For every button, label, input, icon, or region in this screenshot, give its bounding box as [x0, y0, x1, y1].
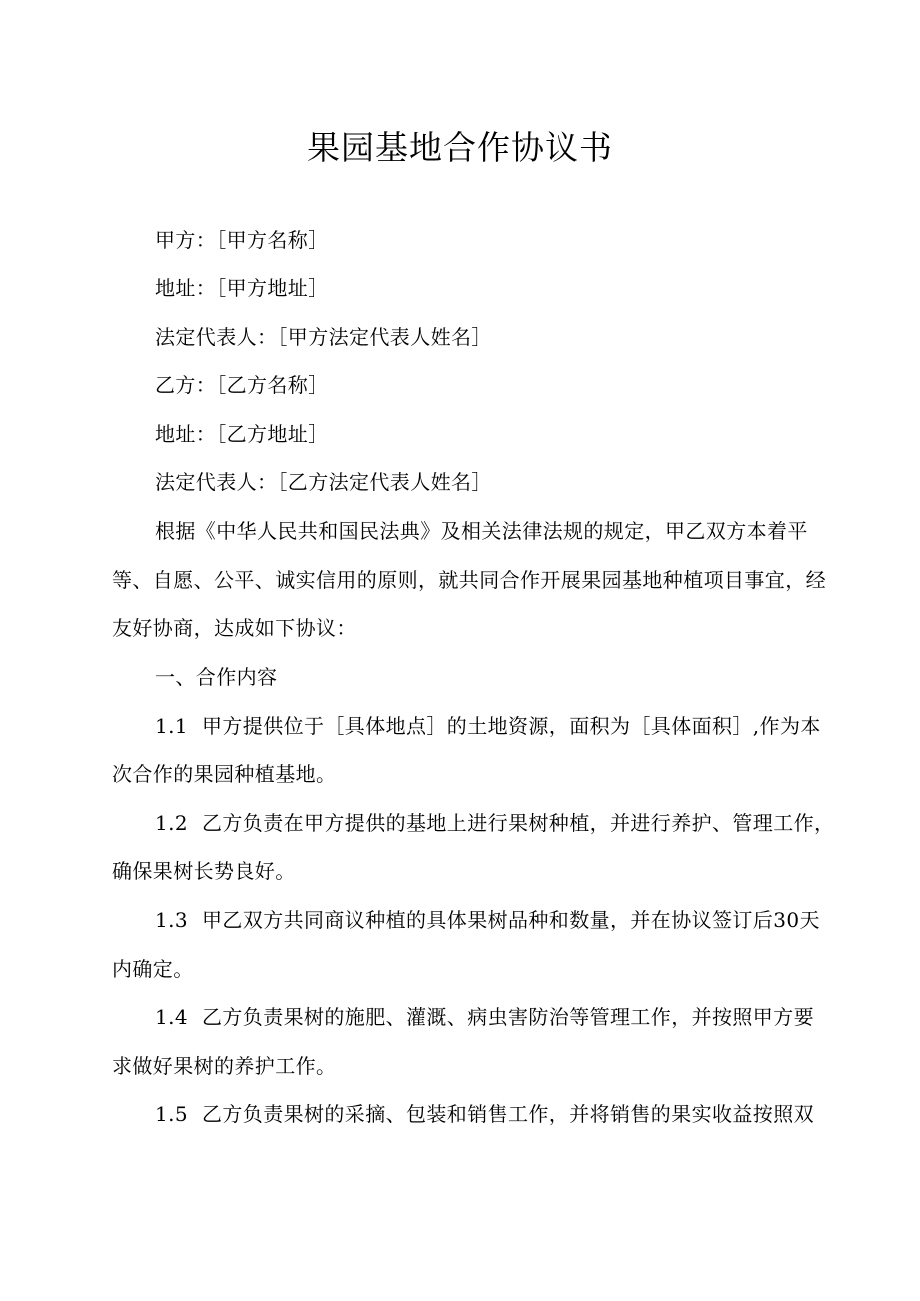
party-b-address: 地址：［乙方地址］ [155, 422, 329, 446]
clause-text-continuation: 求做好果树的养护工作。 [112, 1054, 337, 1078]
document-title: 果园基地合作协议书 [307, 128, 613, 167]
clause-text: 乙方负责果树的施肥、灌溉、病虫害防治等管理工作，并按照甲方要 [202, 1005, 814, 1029]
clause-number: 1.3 [155, 908, 189, 932]
preamble-line: 友好协商，达成如下协议： [112, 616, 357, 640]
clause-1-5 [155, 1100, 855, 1128]
party-b-representative: 法定代表人：［乙方法定代表人姓名］ [155, 470, 492, 494]
clause-number: 1.1 [155, 714, 189, 738]
party-a-address: 地址：［甲方地址］ [155, 276, 329, 300]
clause-text-continuation: 确保果树长势良好。 [112, 859, 296, 883]
clause-1-3 [155, 906, 855, 934]
clause-number: 1.4 [155, 1005, 189, 1029]
preamble-line: 等、自愿、公平、诚实信用的原则，就共同合作开展果园基地种植项目事宜，经 [112, 568, 826, 592]
party-a-name: 甲方：［甲方名称］ [155, 228, 329, 252]
clause-number: 1.5 [155, 1102, 189, 1126]
section-heading: 一、合作内容 [155, 665, 278, 689]
clause-text: 甲方提供位于［具体地点］的土地资源，面积为［具体面积］,作为本 [202, 714, 821, 738]
party-a-representative: 法定代表人：［甲方法定代表人姓名］ [155, 325, 492, 349]
clause-text: 乙方负责在甲方提供的基地上进行果树种植，并进行养护、管理工作， [202, 811, 835, 835]
clause-text-continuation: 内确定。 [112, 957, 194, 981]
clause-text: 甲乙双方共同商议种植的具体果树品种和数量，并在协议签订后30天 [202, 908, 820, 932]
clause-number: 1.2 [155, 811, 189, 835]
clause-1-1 [155, 712, 855, 740]
clause-1-2 [155, 809, 855, 837]
preamble-line: 根据《中华人民共和国民法典》及相关法律法规的规定，甲乙双方本着平 [155, 519, 808, 543]
party-b-name: 乙方：［乙方名称］ [155, 373, 329, 397]
clause-text-continuation: 次合作的果园种植基地。 [112, 762, 337, 786]
clause-1-4 [155, 1003, 855, 1031]
clause-text: 乙方负责果树的采摘、包装和销售工作，并将销售的果实收益按照双 [202, 1102, 814, 1126]
